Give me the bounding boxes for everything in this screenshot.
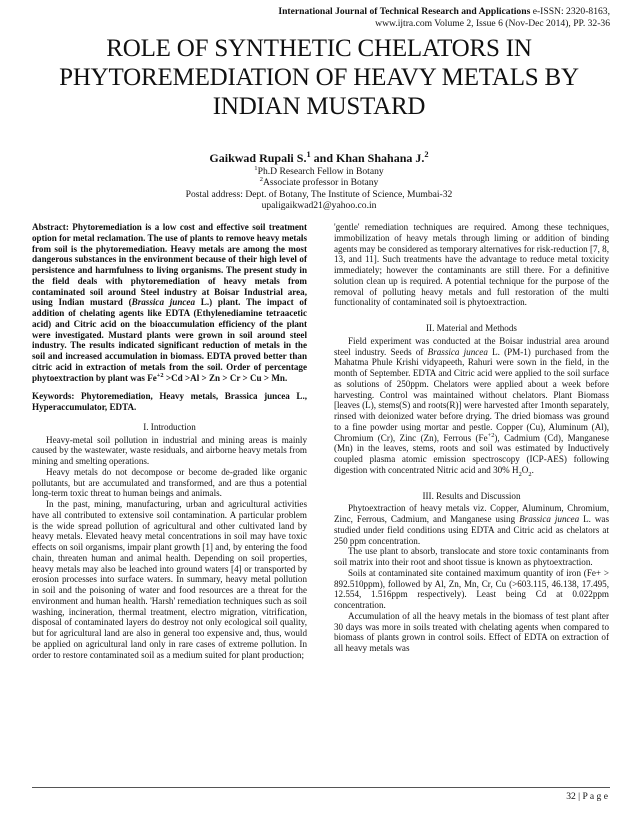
intro-continued-paragraph: 'gentle' remediation techniques are required. Among these techniques, immobilization of heavy metals through liming or addition of binding agents may be considered as temporary alternatives for risk-reduction [7, 8, 13, and 11]. Such treatments have the advantage to reduce metal toxicity immediately; however the contaminants are still there. For a definitive solution clean up is required. A potential technique for the purpose of the removal of polluting heavy metals and full restoration of the multi functionality of contaminated soil is phytoextraction.: [334, 222, 609, 308]
intro-paragraph-2: Heavy metals do not decompose or become de-graded like organic pollutants, but are accumulated and transformed, and are thus a potential long-term toxic threat to human beings and animals.: [32, 466, 307, 499]
abstract-species: Brassica juncea: [131, 297, 196, 308]
author-1: Gaikwad Rupali S.: [209, 151, 307, 165]
results-paragraph-2: The use plant to absorb, translocate and store toxic contaminants from soil matrix into their root and shoot tissue is known as phytoextraction.: [334, 546, 609, 567]
spacer: [334, 476, 609, 482]
author-conjunction: and: [310, 151, 336, 165]
methods-text-2: L. (PM-1) purchased from the Mahatma Phule Krishi vidyapeeth, Rahuri were sown in the field, in the month of September. EDTA and Citric acid were applied to the soil surface as solutions of 250ppm. Chelators were applied about a week before harvesting. Control was maintained without chelators. Plant Biomass [leaves (L), stems(S) and roots(R)] were harvested after 1month separately, rinsed with deionized water before drying. The dried biomass was ground to a fine powder using mortar and pestle. Copper (Cu), Aluminum (Al), Chromium (Cr), Zinc (Zn), Ferrous (Fe: [334, 346, 610, 443]
methods-subscript-1: 2: [518, 470, 522, 478]
section-heading-introduction: I. Introduction: [143, 421, 196, 432]
abstract-text-2: L.) plant. The impact of addition of chelating agents like EDTA (Ethylenediamine tetraacetic acid) and Citric acid on the bioaccumulation efficiency of the plant were investigated. Mustard plants were grown in soil around steel industry. The results indicated significant reduction of metals in the soil and increased accumulation in biomass. EDTA proved better than citric acid in extraction of metals from the soil. Order of percentage phytoextraction by plant was Fe: [32, 297, 307, 383]
abstract-text-3: >Cd >Al > Zn > Cr > Cu > Mn.: [163, 372, 288, 383]
methods-text-1: Field experiment was conducted at the Boisar industrial area around steel industry. Seeds of: [334, 335, 609, 357]
author-2: Khan Shahana J.: [336, 151, 425, 165]
journal-header: [190, 6, 610, 30]
journal-volume-line: www.ijtra.com Volume 2, Issue 6 (Nov-Dec 2014), PP. 32-36: [375, 18, 610, 29]
keywords: Keywords: Phytoremediation, Heavy metals, Brassica juncea L., Hyperaccumulator, EDTA.: [32, 391, 307, 412]
methods-text-5: .: [531, 464, 534, 475]
affiliation-2-sup: 2: [259, 176, 263, 184]
results-text-1b: L. was studied under field conditions using EDTA and Citric acid as chelators at 250 ppm concentration.: [334, 514, 609, 546]
methods-text-4: O: [521, 464, 529, 475]
results-text-1a: Phytoextraction of heavy metals viz. Copper, Aluminum, Chromium, Zinc, Ferrous, Cadmium, and Manganese using: [334, 503, 609, 524]
left-column: [32, 222, 307, 660]
abstract-superscript: +2: [156, 371, 164, 379]
abstract-text-1: Abstract: Phytoremediation is a low cost and effective soil treatment option for metal reclamation. The use of plants to remove heavy metals from soil is the phytoremediation. Heavy metals are among the most dangerous substances in the environment because of their high level of persistence and harmfulness to living organisms. The present study in the field deals with phytoremediation of heavy metals from contaminated soil around Steel industry at Boisar Industrial area, using Indian mustard (: [32, 222, 307, 308]
footer-divider: [32, 787, 610, 788]
results-paragraph-3: Soils at contaminated site contained maximum quantity of iron (Fe+ > 892.510ppm), followed by Al, Zn, Mn, Cr, Cu (>603.115, 46.138, 17.495, 12.554, 1.516ppm respectively). Least being Cd at 0.022ppm concentration.: [334, 567, 609, 610]
journal-issn: e-ISSN: 2320-8163,: [532, 6, 610, 17]
results-paragraph-4: Accumulation of all the heavy metals in the biomass of test plant after 30 days was more in soils treated with chelating agents when compared to biomass of plants grown in control soils. Effect of EDTA on extraction of all heavy metals was: [334, 610, 609, 653]
section-heading-results: III. Results and Discussion: [422, 490, 521, 501]
intro-paragraph-3: In the past, mining, manufacturing, urban and agricultural activities have all contributed to extensive soil contamination. A particular problem is the wide spread pollution of agricultural and other cultivated land by heavy metals. Elevated heavy metal concentrations in soil may have toxic effects on soil organisms, impair plant growth [1] and, by entering the food chain, threaten human and animal health. Depending on soil properties, heavy metals may also be leached into ground waters [4] or transported by erosion processes into surface waters. In summary, heavy metal pollution in soil and the poisoning of water and food resources are a threat for the environment and human health. 'Harsh' remediation techniques such as soil washing, incineration, thermal treatment, electro migration, vitrification, disposal of contaminated layers do destroy not only ecological soil quality, but for agricultural land are also in general too expensive and, thus, would be applied on agricultural land only in rare cases of extreme pollution. In order to restore contaminated soil as a medium suited for plant production;: [32, 499, 307, 660]
affiliation-1: [0, 166, 638, 177]
author-line: [0, 151, 638, 165]
journal-name-line: [190, 6, 610, 18]
affiliation-1-text: Ph.D Research Fellow in Botany: [257, 166, 384, 177]
methods-paragraph: [334, 336, 609, 476]
results-species: Brassica juncea: [519, 514, 580, 524]
section-heading-methods: II. Material and Methods: [426, 323, 517, 333]
methods-superscript: +2: [487, 431, 495, 439]
spacer: [334, 308, 609, 314]
methods-text-3: ), Cadmium (Cd), Manganese (Mn) in the leaves, stems, roots and soil was estimated by Inductively coupled plasma atomic emission spectroscopy (ICP-AES) following digestion with concentrated Nitric acid and 30% H: [334, 432, 610, 475]
right-column: [334, 222, 609, 654]
paper-title: ROLE OF SYNTHETIC CHELATORS IN PHYTOREMEDIATION OF HEAVY METALS BY INDIAN MUSTARD: [59, 35, 579, 120]
methods-species: Brassica juncea: [427, 346, 488, 357]
affiliation-2: [0, 177, 638, 188]
postal-address: Postal address: Dept. of Botany, The Institute of Science, Mumbai-32: [185, 188, 453, 200]
results-paragraph-1: [334, 503, 609, 546]
methods-subscript-2: 2: [528, 470, 532, 478]
affiliation-1-sup: 1: [254, 164, 258, 172]
affiliations: [0, 166, 638, 212]
affiliation-2-text: Associate professor in Botany: [262, 177, 379, 189]
author-2-sup: 2: [424, 150, 429, 159]
abstract: [32, 222, 307, 383]
email-address[interactable]: upaligaikwad21@yahoo.co.in: [261, 200, 377, 212]
page-number: 32 | P a g e: [566, 791, 608, 802]
journal-name: International Journal of Technical Research and Applications: [278, 6, 531, 17]
author-1-sup: 1: [306, 150, 311, 159]
intro-paragraph-1: Heavy-metal soil pollution in industrial and mining areas is mainly caused by the wastewater, waste residuals, and airborne heavy metals from mining and smelting operations.: [32, 434, 307, 466]
